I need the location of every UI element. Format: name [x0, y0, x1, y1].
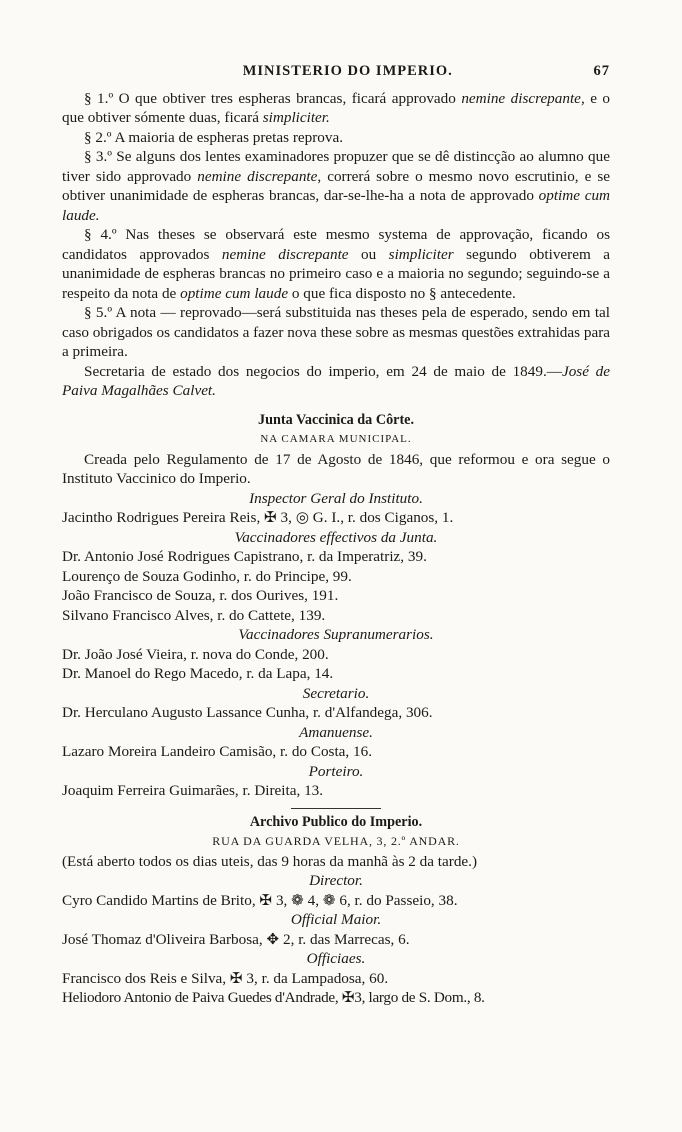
entry-official: Heliodoro Antonio de Paiva Guedes d'Andrade, ✠3, largo de S. Dom., 8.: [62, 989, 485, 1006]
page-header: [62, 62, 610, 82]
text-run: o que fica disposto no § antecedente.: [288, 284, 516, 302]
italic-run: nemine discrepante: [221, 245, 349, 263]
section-subtitle-junta: NA CAMARA MUNICIPAL.: [260, 433, 412, 445]
text-run: ou: [348, 245, 389, 263]
italic-run: simpliciter: [388, 245, 454, 263]
italic-run: optime cum laude: [180, 284, 289, 302]
entry-vaccinador: Lourenço de Souza Godinho, r. do Principe, 99.: [62, 567, 352, 585]
italic-run: optime cum laude.: [62, 187, 611, 224]
role-porteiro: Porteiro.: [308, 762, 364, 780]
text-run: , correrá sobre o mesmo novo escrutinio, e se obtiver unanimidade de espheras brancas, dar-se-lhe-ha a nota de approvado: [62, 167, 610, 204]
entry-porteiro: Joaquim Ferreira Guimarães, r. Direita, 13.: [62, 782, 324, 799]
text-run: § 4.º Nas theses se observará este mesmo systema de approvação, ficando os candidatos approvados: [62, 226, 610, 263]
entry-vaccinador: Dr. Antonio José Rodrigues Capistrano, r. da Imperatriz, 39.: [62, 548, 427, 565]
text-run: § 2.º A maioria de espheras pretas reprova.: [84, 128, 344, 146]
entry-supranumerario: Dr. João José Vieira, r. nova do Conde, 200.: [62, 645, 329, 663]
archivo-hours-note: (Está aberto todos os dias uteis, das 9 horas da manhã às 2 da tarde.): [62, 852, 478, 870]
junta-intro: Creada pelo Regulamento de 17 de Agosto de 1846, que reformou e ora segue o Instituto Vaccinico do Imperio.: [62, 450, 610, 487]
paragraph-3: [62, 147, 610, 225]
document-page: [62, 62, 610, 1008]
text-run: § 5.º A nota — reprovado—será substituida nas theses pela de esperado, sendo em tal caso obrigados os candidatos a fazer nova these sobre as mesmas questões extrahidas para a primeira.: [62, 304, 610, 360]
italic-run: nemine discrepante: [197, 167, 318, 185]
italic-run: José de Paiva Magalhães Calvet.: [62, 362, 610, 399]
entry-supranumerario: Dr. Manoel do Rego Macedo, r. da Lapa, 14.: [62, 665, 334, 682]
text-run: § 3.º Se alguns dos lentes examinadores propuzer que se dê distincção ao alumno que tiver sido approvado: [62, 148, 610, 185]
section-title-junta: Junta Vaccinica da Côrte.: [257, 411, 415, 428]
role-vaccinadores: Vaccinadores effectivos da Junta.: [234, 528, 438, 546]
paragraph-5: [62, 303, 610, 362]
section-subtitle-archivo: RUA DA GUARDA VELHA, 3, 2.º ANDAR.: [212, 834, 460, 848]
text-run: § 1.º O que obtiver tres espheras brancas, ficará approvado: [84, 89, 462, 107]
paragraph-2: [62, 128, 610, 148]
entry-director: Cyro Candido Martins de Brito, ✠ 3, ❁ 4, ❁ 6, r. do Passeio, 38.: [62, 891, 458, 909]
section-title-archivo: Archivo Publico do Imperio.: [249, 813, 423, 830]
section-divider: [291, 808, 381, 809]
entry-official: Francisco dos Reis e Silva, ✠ 3, r. da Lampadosa, 60.: [62, 969, 389, 987]
entry-inspector: Jacintho Rodrigues Pereira Reis, ✠ 3, ◎ G. I., r. dos Ciganos, 1.: [62, 509, 454, 526]
italic-run: nemine discrepante: [461, 89, 581, 107]
entry-vaccinador: João Francisco de Souza, r. dos Ourives, 191.: [62, 587, 339, 604]
text-run: Secretaria de estado dos negocios do imperio, em 24 de maio de 1849.—: [84, 362, 562, 380]
entry-vaccinador: Silvano Francisco Alves, r. do Cattete, 139.: [62, 606, 326, 624]
italic-run: simpliciter.: [262, 109, 330, 126]
role-officiaes: Officiaes.: [306, 950, 366, 967]
role-secretario: Secretario.: [302, 684, 370, 702]
text-run: , e o que obtiver sómente duas, ficará: [62, 89, 610, 126]
role-supranumerarios: Vaccinadores Supranumerarios.: [238, 626, 434, 643]
running-title: MINISTERIO DO IMPERIO.: [242, 63, 453, 79]
entry-secretario: Dr. Herculano Augusto Lassance Cunha, r. d'Alfandega, 306.: [62, 704, 433, 721]
text-run: segundo obtiverem a unanimidade de espheras brancas no primeiro caso e a maioria no segundo; seguindo-se a respeito da nota de: [62, 245, 610, 302]
entry-official-maior: José Thomaz d'Oliveira Barbosa, ✥ 2, r. das Marrecas, 6.: [62, 930, 410, 948]
paragraph-4: [62, 225, 610, 303]
page-number: 67: [593, 63, 610, 79]
role-amanuense: Amanuense.: [299, 723, 373, 741]
entry-amanuense: Lazaro Moreira Landeiro Camisão, r. do Costa, 16.: [62, 743, 372, 760]
role-director: Director.: [309, 872, 363, 889]
role-official-maior: Official Maior.: [290, 911, 382, 928]
role-inspector: Inspector Geral do Instituto.: [249, 489, 423, 507]
paragraph-1: [62, 89, 610, 128]
paragraph-signature: [62, 362, 610, 401]
